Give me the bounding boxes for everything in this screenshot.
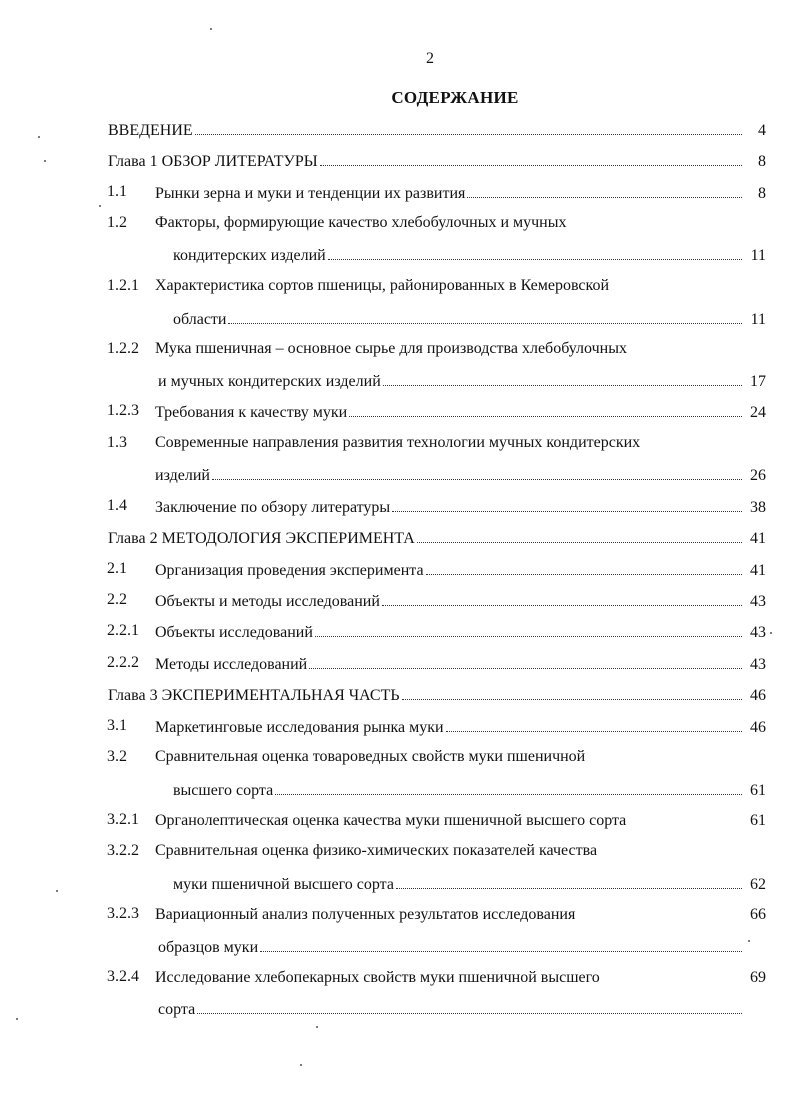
toc-leader-dots [396,874,742,889]
toc-entry-page: 43 [750,624,766,641]
toc-entry [108,120,766,144]
scan-speck [38,136,40,138]
toc-entry-number: 3.2.3 [107,905,139,922]
toc-entry-text: Глава 2 МЕТОДОЛОГИЯ ЭКСПЕРИМЕНТА [108,530,415,547]
toc-entry-text: области [173,311,227,328]
toc-entry-text: Заключение по обзору литературы [155,499,391,516]
toc-leader-gap [602,968,742,982]
toc-entry-continuation [155,465,766,489]
toc-entry-text: кондитерских изделий [173,247,326,264]
page-number: 2 [426,50,434,67]
toc-entry [107,560,766,584]
toc-leader-dots [260,937,742,952]
toc-entry-text: Факторы, формирующие качество хлебобулочных и мучных [155,214,567,231]
toc-entry-text: Организация проведения эксперимента [155,562,424,579]
toc-entry-text: Мука пшеничная – основное сырье для производства хлебобулочных [155,340,627,357]
toc-entry-number: 3.2.4 [107,968,139,985]
toc-entry-page: 8 [758,185,766,202]
toc-entry [107,905,766,929]
toc-entry-text: Глава 3 ЭКСПЕРИМЕНТАЛЬНАЯ ЧАСТЬ [108,687,400,704]
toc-entry-continuation [173,780,766,804]
toc-entry-page: 11 [750,311,766,328]
toc-entry [107,214,766,238]
toc-entry-page: 24 [750,404,766,421]
toc-entry-page: 11 [750,247,766,264]
toc-leader-gap [577,905,742,919]
toc-leader-dots [328,245,742,260]
page-title: СОДЕРЖАНИЕ [391,88,519,107]
toc-entry-text: Характеристика сортов пшеницы, районированных в Кемеровской [155,277,610,294]
toc-entry-page: 41 [750,530,766,547]
toc-leader-dots [446,717,742,732]
toc-entry-number: 3.2.1 [107,811,139,828]
toc-leader-dots [382,591,742,606]
toc-entry-page: 17 [750,373,766,390]
toc-entry-continuation [173,309,766,333]
toc-entry-text: изделий [155,467,210,484]
toc-leader-dots [392,497,742,512]
toc-entry-page: 38 [750,499,766,516]
toc-entry-continuation [173,874,766,898]
toc-leader-dots [467,183,742,198]
toc-entry [108,151,766,175]
toc-leader-dots [197,999,742,1014]
toc-leader-dots [320,151,742,166]
toc-leader-dots [195,120,742,135]
toc-entry-number: 1.4 [107,497,127,514]
toc-leader-dots [383,371,742,386]
toc-entry-page: 46 [750,687,766,704]
toc-leader-dots [228,309,742,324]
scan-speck [300,1064,302,1066]
toc-entry-text: Вариационный анализ полученных результатов исследования [155,906,576,923]
toc-entry-number: 1.2.3 [107,402,139,419]
scan-speck [56,890,58,892]
toc-leader-dots [315,622,742,637]
toc-leader-dots [309,654,742,669]
toc-entry-number: 1.2.1 [107,277,139,294]
toc-entry-text: Требования к качеству муки [155,404,348,421]
toc-entry [107,497,766,521]
toc-entry-page: 43 [750,656,766,673]
toc-entry [107,591,766,615]
toc-leader-dots [275,780,742,795]
toc-entry [107,183,766,207]
toc-entry-page: 4 [758,122,766,139]
toc-leader-dots [628,811,742,825]
toc-entry [107,434,766,458]
toc-entry [107,748,766,772]
toc-entry-page: 62 [750,876,766,893]
toc-entry-text: Органолептическая оценка качества муки пшеничной высшего сорта [155,812,627,829]
toc-leader-dots [426,560,742,575]
toc-entry-page: 61 [750,812,766,829]
toc-entry-number: 2.2.1 [107,622,139,639]
toc-entry-page: 66 [750,906,766,923]
toc-entry-page: 61 [750,782,766,799]
toc-entry-text: Сравнительная оценка физико-химических показателей качества [155,842,598,859]
toc-entry [107,968,766,992]
toc-entry-page: 41 [750,562,766,579]
scan-speck [210,28,212,30]
toc-entry [107,717,766,741]
scan-speck [99,205,101,207]
toc-entry-text: ВВЕДЕНИЕ [108,122,193,139]
toc-entry-number: 1.1 [107,183,127,200]
toc-entry [108,685,766,709]
toc-entry-continuation [158,937,766,961]
toc-entry-text: Объекты исследований [155,624,313,641]
toc-entry-text: образцов муки [158,939,259,956]
toc-entry-number: 2.2.2 [107,654,139,671]
toc-leader-dots [349,402,742,417]
toc-entry-page: 26 [750,467,766,484]
toc-entry-number: 3.2.2 [107,842,139,859]
toc-entry-number: 2.1 [107,560,127,577]
toc-entry [107,842,766,866]
toc-entry-number: 3.2 [107,748,127,765]
toc-entry-text: Современные направления развития технологии мучных кондитерских [155,434,641,451]
toc-entry [108,528,766,552]
toc-entry [107,402,766,426]
toc-entry-number: 3.1 [107,717,127,734]
toc-entry-page: 46 [750,719,766,736]
toc-entry-text: и мучных кондитерских изделий [158,373,381,390]
toc-entry-page: 43 [750,593,766,610]
toc-entry [107,811,766,835]
toc-entry-text: Глава 1 ОБЗОР ЛИТЕРАТУРЫ [108,153,318,170]
toc-entry-text: сорта [158,1001,196,1018]
toc-entry-number: 1.3 [107,434,127,451]
toc-entry-number: 1.2.2 [107,340,139,357]
toc-entry [107,340,766,364]
toc-leader-dots [212,465,742,480]
toc-entry-number: 2.2 [107,591,127,608]
toc-entry-page: 8 [758,153,766,170]
toc-entry-continuation [173,245,766,269]
toc-entry-text: Сравнительная оценка товароведных свойств муки пшеничной [155,748,586,765]
toc-entry-continuation [158,371,766,395]
toc-entry [107,622,766,646]
toc-entry [107,277,766,301]
toc-entry-continuation [158,999,766,1023]
toc-entry-text: Объекты и методы исследований [155,593,380,610]
toc-leader-dots [417,528,742,543]
scan-speck [44,160,46,162]
toc-entry-number: 1.2 [107,214,127,231]
scan-speck [316,1026,318,1028]
toc-entry-text: высшего сорта [173,782,274,799]
scan-speck [748,940,750,942]
toc-entry-text: Рынки зерна и муки и тенденции их развития [155,185,466,202]
toc-entry-text: Маркетинговые исследования рынка муки [155,719,444,736]
scan-speck [770,632,772,634]
toc-entry-text: Исследование хлебопекарных свойств муки пшеничной высшего [155,969,600,986]
toc-entry-page: 69 [750,969,766,986]
toc-entry-text: Методы исследований [155,656,308,673]
toc-entry-text: муки пшеничной высшего сорта [173,876,394,893]
toc-leader-dots [402,685,742,700]
scan-speck [16,1018,18,1020]
toc-entry [107,654,766,678]
